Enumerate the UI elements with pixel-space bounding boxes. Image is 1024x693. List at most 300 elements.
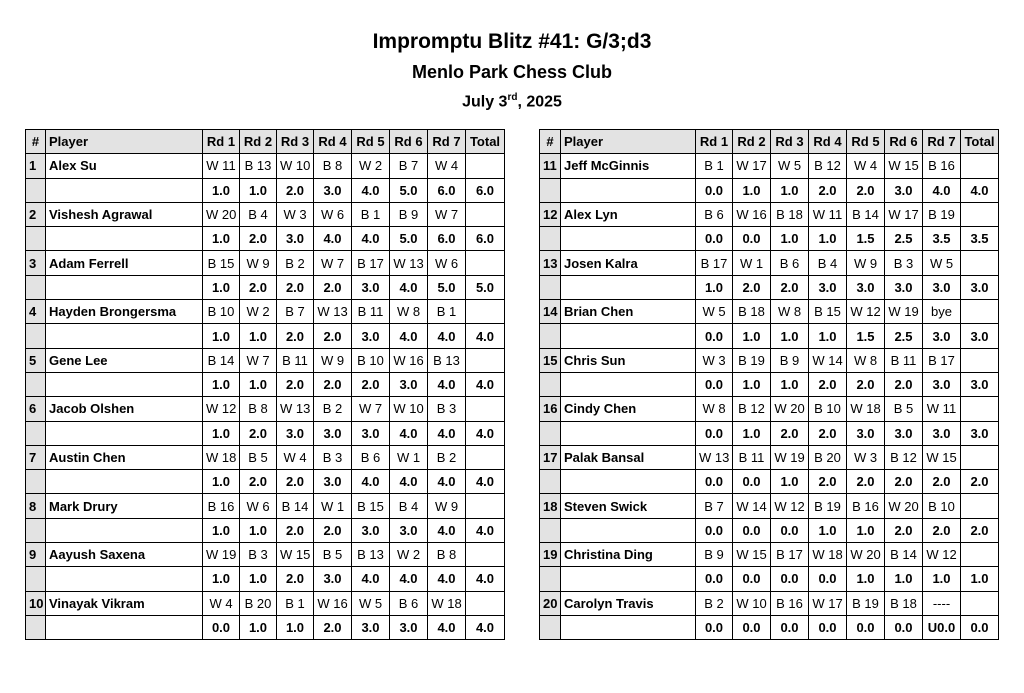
player-row <box>26 494 505 518</box>
score-row-blank <box>46 372 203 396</box>
cumulative-score: 2.0 <box>847 470 885 494</box>
event-date: July 3rd, 2025 <box>462 92 562 111</box>
round-result: W 2 <box>352 154 390 178</box>
round-result: W 6 <box>314 202 352 226</box>
score-row-spacer <box>540 178 561 202</box>
score-row <box>540 567 999 591</box>
player-number: 18 <box>540 494 561 518</box>
total-score: 4.0 <box>466 324 505 348</box>
cumulative-score: 0.0 <box>696 567 733 591</box>
round-result: W 2 <box>240 300 277 324</box>
round-result: W 7 <box>428 202 466 226</box>
round-result: B 11 <box>277 348 314 372</box>
cumulative-score: 1.5 <box>847 324 885 348</box>
round-result: B 16 <box>923 154 961 178</box>
cumulative-score: 3.0 <box>390 518 428 542</box>
total-blank <box>961 154 999 178</box>
cumulative-score: 1.0 <box>240 567 277 591</box>
round-result: B 18 <box>733 300 771 324</box>
round-result: W 12 <box>847 300 885 324</box>
column-header: Rd 3 <box>771 130 809 154</box>
cumulative-score: 1.5 <box>847 227 885 251</box>
round-result: W 4 <box>203 591 240 615</box>
total-blank <box>961 445 999 469</box>
total-blank <box>466 543 505 567</box>
player-name: Cindy Chen <box>561 397 696 421</box>
round-result: B 6 <box>771 251 809 275</box>
round-result: B 2 <box>696 591 733 615</box>
cumulative-score: 0.0 <box>696 372 733 396</box>
score-row-spacer <box>540 518 561 542</box>
round-result: W 8 <box>696 397 733 421</box>
score-row-spacer <box>540 421 561 445</box>
round-result: W 3 <box>696 348 733 372</box>
cumulative-score: 3.0 <box>390 615 428 639</box>
cumulative-score: 3.0 <box>885 275 923 299</box>
player-number: 4 <box>26 300 46 324</box>
total-score: 3.0 <box>961 324 999 348</box>
cumulative-score: 1.0 <box>733 178 771 202</box>
player-row <box>26 543 505 567</box>
player-number: 19 <box>540 543 561 567</box>
round-result: W 6 <box>428 251 466 275</box>
total-score: 4.0 <box>466 615 505 639</box>
player-row <box>26 202 505 226</box>
cumulative-score: 1.0 <box>203 372 240 396</box>
score-row-blank <box>561 421 696 445</box>
round-result: W 20 <box>771 397 809 421</box>
cumulative-score: 2.0 <box>314 372 352 396</box>
round-result: W 11 <box>809 202 847 226</box>
cumulative-score: 0.0 <box>733 227 771 251</box>
cumulative-score: 2.0 <box>277 178 314 202</box>
round-result: B 6 <box>352 445 390 469</box>
cumulative-score: 0.0 <box>771 567 809 591</box>
round-result: B 8 <box>240 397 277 421</box>
cumulative-score: 3.0 <box>352 615 390 639</box>
score-row-spacer <box>540 615 561 639</box>
cumulative-score: 1.0 <box>240 178 277 202</box>
cumulative-score: 4.0 <box>428 324 466 348</box>
total-score: 1.0 <box>961 567 999 591</box>
player-name: Palak Bansal <box>561 445 696 469</box>
cumulative-score: 1.0 <box>696 275 733 299</box>
round-result: B 17 <box>923 348 961 372</box>
crosstable-left <box>25 129 505 640</box>
round-result: B 18 <box>771 202 809 226</box>
player-number: 13 <box>540 251 561 275</box>
player-name: Gene Lee <box>46 348 203 372</box>
round-result: B 5 <box>240 445 277 469</box>
round-result: W 7 <box>352 397 390 421</box>
cumulative-score: 2.0 <box>809 470 847 494</box>
cumulative-score: 2.0 <box>847 178 885 202</box>
round-result: W 17 <box>885 202 923 226</box>
cumulative-score: 2.0 <box>923 518 961 542</box>
score-row-blank <box>46 615 203 639</box>
total-blank <box>961 397 999 421</box>
total-score: 4.0 <box>466 421 505 445</box>
tournament-title: Impromptu Blitz #41: G/3;d3 <box>372 30 652 53</box>
cumulative-score: 0.0 <box>696 227 733 251</box>
cumulative-score: 2.0 <box>277 518 314 542</box>
player-row <box>540 494 999 518</box>
score-row <box>540 178 999 202</box>
cumulative-score: 0.0 <box>733 470 771 494</box>
cumulative-score: 0.0 <box>203 615 240 639</box>
club-name: Menlo Park Chess Club <box>411 62 613 82</box>
cumulative-score: 0.0 <box>847 615 885 639</box>
total-blank <box>466 445 505 469</box>
round-result: B 2 <box>428 445 466 469</box>
cumulative-score: 6.0 <box>428 227 466 251</box>
cumulative-score: 4.0 <box>428 518 466 542</box>
cumulative-score: 3.0 <box>885 421 923 445</box>
round-result: W 11 <box>923 397 961 421</box>
round-result: W 7 <box>314 251 352 275</box>
round-result: W 3 <box>277 202 314 226</box>
cumulative-score: 0.0 <box>696 178 733 202</box>
cumulative-score: 0.0 <box>696 324 733 348</box>
player-row <box>540 591 999 615</box>
cumulative-score: 4.0 <box>390 324 428 348</box>
round-result: B 14 <box>885 543 923 567</box>
cumulative-score: 4.0 <box>352 178 390 202</box>
round-result: B 12 <box>885 445 923 469</box>
player-name: Vinayak Vikram <box>46 591 203 615</box>
score-row-blank <box>561 324 696 348</box>
score-row-spacer <box>26 227 46 251</box>
player-name: Adam Ferrell <box>46 251 203 275</box>
cumulative-score: 2.0 <box>240 470 277 494</box>
total-score: 6.0 <box>466 178 505 202</box>
score-row-spacer <box>26 470 46 494</box>
score-row-spacer <box>26 615 46 639</box>
round-result: W 4 <box>847 154 885 178</box>
player-row <box>540 397 999 421</box>
round-result: W 12 <box>771 494 809 518</box>
cumulative-score: 1.0 <box>771 324 809 348</box>
score-row <box>540 275 999 299</box>
cumulative-score: U0.0 <box>923 615 961 639</box>
score-row-blank <box>46 470 203 494</box>
cumulative-score: 2.0 <box>314 518 352 542</box>
column-header: Rd 6 <box>390 130 428 154</box>
cumulative-score: 1.0 <box>771 227 809 251</box>
round-result: W 8 <box>390 300 428 324</box>
round-result: B 6 <box>390 591 428 615</box>
cumulative-score: 1.0 <box>771 470 809 494</box>
score-row-spacer <box>26 421 46 445</box>
player-number: 5 <box>26 348 46 372</box>
cumulative-score: 2.0 <box>277 470 314 494</box>
score-row <box>26 372 505 396</box>
cumulative-score: 3.0 <box>314 567 352 591</box>
score-row-blank <box>561 567 696 591</box>
player-number: 15 <box>540 348 561 372</box>
column-header: Rd 2 <box>240 130 277 154</box>
cumulative-score: 5.0 <box>390 227 428 251</box>
player-row <box>26 251 505 275</box>
total-blank <box>961 591 999 615</box>
total-blank <box>961 543 999 567</box>
cumulative-score: 1.0 <box>847 518 885 542</box>
round-result: W 16 <box>390 348 428 372</box>
score-row-blank <box>561 178 696 202</box>
column-header: # <box>540 130 561 154</box>
score-row-spacer <box>540 372 561 396</box>
score-row-blank <box>561 470 696 494</box>
player-row <box>540 251 999 275</box>
round-result: B 9 <box>390 202 428 226</box>
score-row <box>26 178 505 202</box>
round-result: B 2 <box>314 397 352 421</box>
round-result: W 1 <box>314 494 352 518</box>
player-name: Austin Chen <box>46 445 203 469</box>
score-row-blank <box>46 518 203 542</box>
cumulative-score: 2.0 <box>809 421 847 445</box>
round-result: W 18 <box>847 397 885 421</box>
cumulative-score: 1.0 <box>203 421 240 445</box>
cumulative-score: 1.0 <box>809 227 847 251</box>
cumulative-score: 2.0 <box>240 227 277 251</box>
cumulative-score: 0.0 <box>696 518 733 542</box>
round-result: W 9 <box>428 494 466 518</box>
score-row <box>540 227 999 251</box>
round-result: W 5 <box>771 154 809 178</box>
column-header: Rd 7 <box>923 130 961 154</box>
round-result: B 20 <box>809 445 847 469</box>
cumulative-score: 1.0 <box>733 421 771 445</box>
cumulative-score: 5.0 <box>428 275 466 299</box>
cumulative-score: 2.0 <box>733 275 771 299</box>
cumulative-score: 0.0 <box>885 615 923 639</box>
round-result: W 9 <box>240 251 277 275</box>
cumulative-score: 4.0 <box>428 567 466 591</box>
round-result: B 11 <box>352 300 390 324</box>
round-result: B 12 <box>809 154 847 178</box>
score-row-blank <box>561 615 696 639</box>
total-score: 5.0 <box>466 275 505 299</box>
cumulative-score: 3.0 <box>314 470 352 494</box>
total-score: 4.0 <box>466 372 505 396</box>
round-result: W 12 <box>923 543 961 567</box>
column-header: Player <box>46 130 203 154</box>
score-row-spacer <box>26 567 46 591</box>
round-result: W 10 <box>733 591 771 615</box>
round-result: W 20 <box>885 494 923 518</box>
round-result: B 11 <box>733 445 771 469</box>
column-header: Rd 6 <box>885 130 923 154</box>
cumulative-score: 4.0 <box>390 470 428 494</box>
round-result: B 10 <box>352 348 390 372</box>
round-result: W 13 <box>314 300 352 324</box>
column-header: Rd 5 <box>847 130 885 154</box>
total-score: 3.0 <box>961 421 999 445</box>
column-header: Rd 1 <box>696 130 733 154</box>
cumulative-score: 3.0 <box>923 421 961 445</box>
round-result: B 4 <box>240 202 277 226</box>
score-row <box>26 615 505 639</box>
round-result: W 18 <box>428 591 466 615</box>
crosstable-right <box>539 129 999 640</box>
round-result: B 15 <box>809 300 847 324</box>
player-name: Carolyn Travis <box>561 591 696 615</box>
round-result: W 2 <box>390 543 428 567</box>
player-name: Vishesh Agrawal <box>46 202 203 226</box>
total-score: 4.0 <box>466 567 505 591</box>
player-number: 9 <box>26 543 46 567</box>
cumulative-score: 1.0 <box>771 178 809 202</box>
cumulative-score: 2.0 <box>771 421 809 445</box>
round-result: W 19 <box>885 300 923 324</box>
score-row <box>26 275 505 299</box>
cumulative-score: 3.0 <box>314 178 352 202</box>
round-result: W 13 <box>696 445 733 469</box>
round-result: ---- <box>923 591 961 615</box>
cumulative-score: 1.0 <box>733 372 771 396</box>
score-row-blank <box>46 227 203 251</box>
score-row-spacer <box>26 518 46 542</box>
round-result: W 5 <box>923 251 961 275</box>
player-number: 14 <box>540 300 561 324</box>
cumulative-score: 3.0 <box>923 324 961 348</box>
round-result: B 20 <box>240 591 277 615</box>
cumulative-score: 3.0 <box>352 275 390 299</box>
player-number: 16 <box>540 397 561 421</box>
round-result: W 16 <box>733 202 771 226</box>
round-result: B 19 <box>809 494 847 518</box>
column-header: Rd 5 <box>352 130 390 154</box>
cumulative-score: 3.0 <box>847 421 885 445</box>
cumulative-score: 1.0 <box>885 567 923 591</box>
total-blank <box>961 300 999 324</box>
score-row-spacer <box>26 324 46 348</box>
cumulative-score: 0.0 <box>696 615 733 639</box>
player-number: 8 <box>26 494 46 518</box>
round-result: W 9 <box>314 348 352 372</box>
player-row <box>26 591 505 615</box>
player-number: 2 <box>26 202 46 226</box>
total-score: 0.0 <box>961 615 999 639</box>
total-blank <box>466 348 505 372</box>
cumulative-score: 0.0 <box>809 567 847 591</box>
player-number: 20 <box>540 591 561 615</box>
total-blank <box>466 202 505 226</box>
column-header: Rd 2 <box>733 130 771 154</box>
player-name: Jeff McGinnis <box>561 154 696 178</box>
cumulative-score: 4.0 <box>352 470 390 494</box>
round-result: B 5 <box>885 397 923 421</box>
round-result: B 17 <box>352 251 390 275</box>
score-row <box>540 421 999 445</box>
cumulative-score: 2.0 <box>240 421 277 445</box>
cumulative-score: 1.0 <box>771 372 809 396</box>
round-result: B 9 <box>771 348 809 372</box>
round-result: W 8 <box>847 348 885 372</box>
score-row-blank <box>561 227 696 251</box>
total-blank <box>466 397 505 421</box>
player-number: 3 <box>26 251 46 275</box>
round-result: W 18 <box>809 543 847 567</box>
score-row-blank <box>46 275 203 299</box>
cumulative-score: 0.0 <box>771 615 809 639</box>
round-result: W 3 <box>847 445 885 469</box>
round-result: B 6 <box>696 202 733 226</box>
player-row <box>540 202 999 226</box>
score-row <box>540 615 999 639</box>
cumulative-score: 4.0 <box>352 227 390 251</box>
cumulative-score: 3.0 <box>923 372 961 396</box>
round-result: B 8 <box>314 154 352 178</box>
cumulative-score: 2.0 <box>885 518 923 542</box>
round-result: W 9 <box>847 251 885 275</box>
player-name: Christina Ding <box>561 543 696 567</box>
cumulative-score: 4.0 <box>352 567 390 591</box>
player-number: 7 <box>26 445 46 469</box>
round-result: W 1 <box>733 251 771 275</box>
round-result: B 7 <box>390 154 428 178</box>
round-result: W 4 <box>428 154 466 178</box>
cumulative-score: 2.0 <box>314 615 352 639</box>
player-row <box>540 300 999 324</box>
score-row-spacer <box>540 275 561 299</box>
cumulative-score: 5.0 <box>390 178 428 202</box>
player-row <box>540 543 999 567</box>
total-score: 3.0 <box>961 275 999 299</box>
cumulative-score: 3.0 <box>847 275 885 299</box>
round-result: B 13 <box>240 154 277 178</box>
cumulative-score: 3.0 <box>809 275 847 299</box>
score-row <box>540 518 999 542</box>
round-result: B 9 <box>696 543 733 567</box>
cumulative-score: 1.0 <box>240 615 277 639</box>
round-result: B 14 <box>203 348 240 372</box>
round-result: W 16 <box>314 591 352 615</box>
round-result: B 18 <box>885 591 923 615</box>
cumulative-score: 4.0 <box>428 372 466 396</box>
cumulative-score: 1.0 <box>203 518 240 542</box>
round-result: W 12 <box>203 397 240 421</box>
round-result: B 8 <box>428 543 466 567</box>
round-result: W 13 <box>390 251 428 275</box>
total-score: 6.0 <box>466 227 505 251</box>
round-result: B 3 <box>428 397 466 421</box>
round-result: B 12 <box>733 397 771 421</box>
cumulative-score: 0.0 <box>696 470 733 494</box>
round-result: W 15 <box>885 154 923 178</box>
cumulative-score: 1.0 <box>923 567 961 591</box>
cumulative-score: 2.0 <box>923 470 961 494</box>
total-blank <box>466 154 505 178</box>
column-header: Player <box>561 130 696 154</box>
score-row-spacer <box>540 324 561 348</box>
player-row <box>26 154 505 178</box>
score-row-blank <box>561 372 696 396</box>
column-header: # <box>26 130 46 154</box>
round-result: B 3 <box>314 445 352 469</box>
total-blank <box>466 494 505 518</box>
cumulative-score: 3.0 <box>314 421 352 445</box>
total-score: 4.0 <box>466 518 505 542</box>
player-name: Josen Kalra <box>561 251 696 275</box>
cumulative-score: 6.0 <box>428 178 466 202</box>
player-name: Chris Sun <box>561 348 696 372</box>
score-row-blank <box>46 178 203 202</box>
column-header: Total <box>466 130 505 154</box>
cumulative-score: 3.0 <box>390 372 428 396</box>
round-result: B 16 <box>203 494 240 518</box>
